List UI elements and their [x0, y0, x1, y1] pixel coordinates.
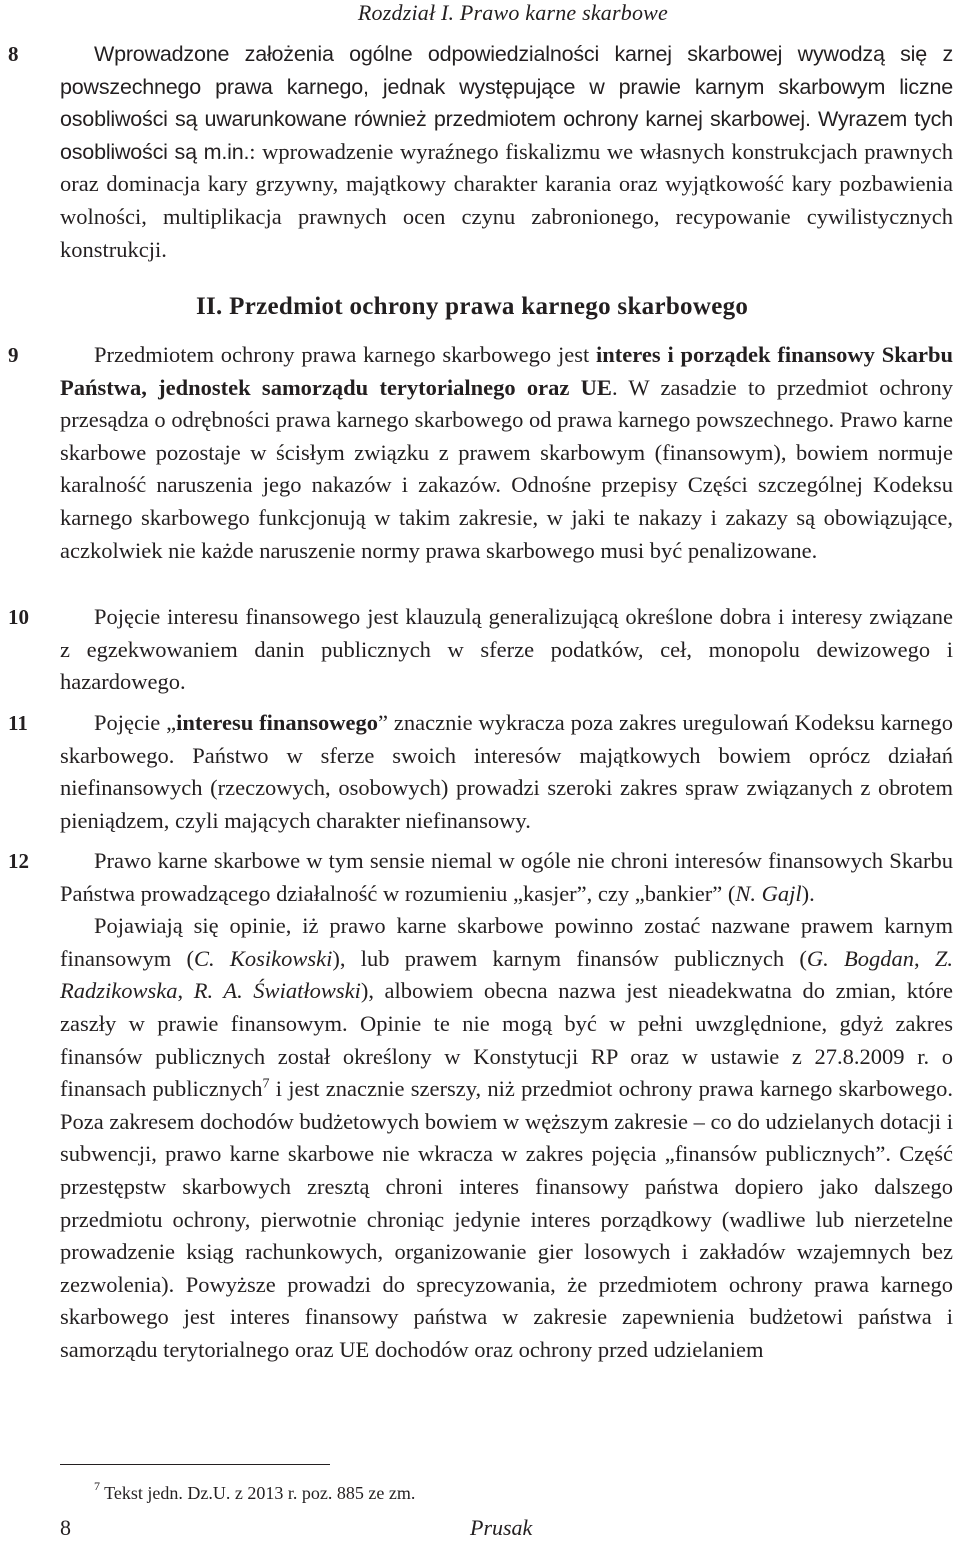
paragraph-12 — [60, 845, 953, 1367]
text-run: . W zasadzie to przedmiot ochrony przesądza o odrębności prawa karnego skarbowego od prawa karnego powszechnego. Prawo karne skarbowe pozostaje w ścisłym związku z prawem skarbowym (finansowym), bowiem normuje karalność naruszenia jego nakazów i zakazów. Odnośne przepisy Części szczególnej Kodeksu karnego skarbowego funkcjonują w takim zakresie, w jaki te nakazy i zakazy są obowiązujące, aczkolwiek nie każde naruszenie normy prawa skarbowego musi być penalizowane. — [60, 374, 953, 563]
footnote-text: Tekst jedn. Dz.U. z 2013 r. poz. 885 ze zm. — [100, 1483, 416, 1503]
cited-author: G. Bogdan — [806, 945, 914, 971]
footnote — [94, 1476, 415, 1505]
text-run: ), albowiem obecna nazwa jest nieadekwatna do zmian, które zaszły w prawie finansowym. Opinie te nie mogą być w pełni uwzględnione, gdyż zakres finansów publicznych został określony w Konstytucji RP oraz w ustawie z 27.8.2009 r. o finansach publicznych — [60, 978, 954, 1102]
text-run: , — [914, 945, 935, 971]
cited-author: Z. Radzikowska — [60, 945, 954, 1004]
text-run: Pojęcie „ — [94, 710, 177, 735]
paragraph-10 — [60, 601, 953, 699]
text-run: , — [177, 978, 194, 1004]
bold-term: interes i porządek finansowy Skarbu Państwa, jednostek samorządu terytorialnego oraz UE — [60, 342, 953, 400]
paragraph-8-intro: Wprowadzone założenia ogólne odpowiedzialności karnej skarbowej wywodzą się z powszechnego prawa karnego, jednak występujące w prawie karnym skarbowym liczne osobliwości są uwarunkowane również przedmiotem ochrony karnej skarbowej. Wyrazem tych osobliwości są m.in. — [60, 42, 953, 164]
bold-term: interesu finansowego — [176, 710, 378, 735]
cited-author: R. A. Światłowski — [193, 978, 361, 1004]
cited-author: C. Kosikowski — [193, 945, 333, 971]
author-name: Prusak — [470, 1515, 533, 1540]
footnote-number: 7 — [94, 1479, 100, 1493]
paragraph-10-text: Pojęcie interesu finansowego jest klauzulą generalizującą określone dobra i interesy związane z egzekwowaniem danin publicznych w sferze podatków, ceł, monopolu dewizowego i hazardowego. — [60, 604, 953, 695]
text-run: Prawo karne skarbowe w tym sensie niemal w ogóle nie chroni interesów finansowych Skarbu Państwa prowadzącego działalność w rozumieniu „kasjer”, czy „bankier” ( — [60, 848, 953, 906]
paragraph-9 — [60, 339, 953, 567]
paragraph-8 — [60, 38, 953, 266]
running-header: Rozdział I. Prawo karne skarbowe — [357, 0, 668, 25]
paragraph-8-list: : wprowadzenie wyraźnego fiskalizmu we własnych konstrukcjach prawnych oraz dominacja kary grzywny, majątkowy charakter karania oraz wyjątkowość kary pozbawienia wolności, multiplikacja prawnych ocen czynu zabronionego, recypowanie cywilistycznych konstrukcji. — [60, 138, 953, 262]
section-title: II. Przedmiot ochrony prawa karnego skarbowego — [196, 293, 749, 320]
margin-number: 9 — [8, 343, 19, 367]
footnote-marker: 7 — [262, 1076, 270, 1092]
page-number: 8 — [60, 1515, 71, 1540]
text-run: ), lub prawem karnym finansów publicznych ( — [332, 945, 807, 971]
paragraph-11 — [60, 707, 953, 837]
text-run: Przedmiotem ochrony prawa karnego skarbowego jest — [94, 342, 597, 367]
margin-number: 11 — [8, 711, 28, 735]
text-run: ). — [801, 880, 815, 906]
margin-number: 12 — [8, 849, 29, 873]
cited-author: N. Gajl — [735, 880, 802, 906]
text-run: i jest znacznie szerszy, niż przedmiot ochrony prawa karnego skarbowego. Poza zakresem dochodów budżetowych bowiem w węższym zakresie – co do udzielanych dotacji i subwencji, prawo karne skarbowe nie wkracza w zakres pojęcia „finansów publicznych”. Część przestępstw skarbowych zresztą chroni interes finansowy państwa dopiero jako dalszego przedmiotu ochrony, pierwotnie chroniąc jedynie interes porządkowy (wadliwe lub nierzetelne prowadzenie ksiąg rachunkowych, organizowanie gier losowych i zakładów wzajemnych bez zezwolenia). Powyższe prowadzi do sprecyzowania, że przedmiotem ochrony prawa karnego skarbowego jest interes finansowy państwa w zakresie zapewnienia budżetowi państwa i samorządu terytorialnego oraz UE dochodów oraz ochrony przed udzielaniem — [60, 1076, 953, 1362]
text-run: ” znacznie wykracza poza zakres uregulowań Kodeksu karnego skarbowego. Państwo w sferze swoich interesów majątkowych bowiem oprócz działań niefinansowych (rzeczowych, osobowych) prowadzi szeroki zakres spraw związanych z obrotem pieniądzem, czyli mających charakter niefinansowy. — [60, 710, 954, 833]
footnote-separator — [60, 1464, 330, 1465]
margin-number: 8 — [8, 42, 19, 66]
text-run: Pojawiają się opinie, iż prawo karne skarbowe powinno zostać nazwane prawem karnym finansowym ( — [60, 913, 953, 971]
margin-number: 10 — [8, 605, 29, 629]
